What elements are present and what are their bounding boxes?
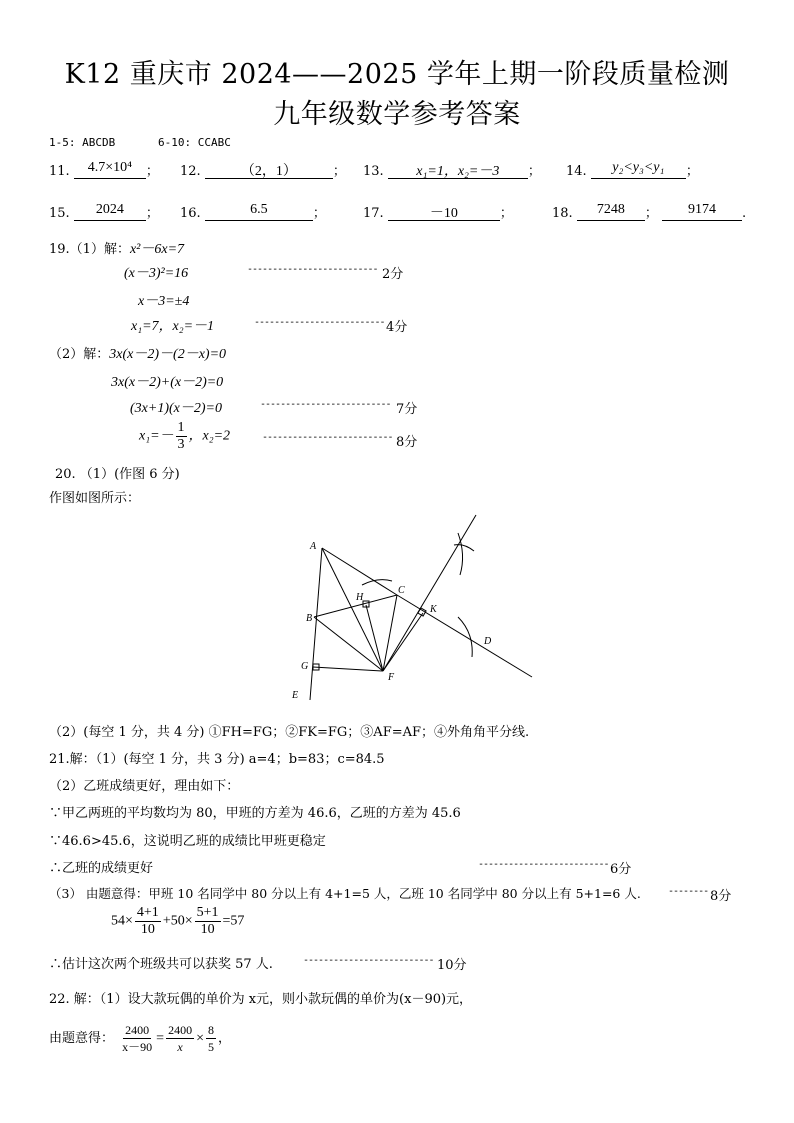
- q14-sep: ；: [685, 164, 699, 179]
- page-subtitle: 九年级数学参考答案: [273, 99, 521, 130]
- q21-score-6: 6分: [610, 862, 632, 877]
- q22-frac-3-den: 5: [207, 1040, 214, 1054]
- q21-dashes-3: --------------------------: [303, 955, 434, 966]
- q19-line7: (3x+1)(x－2)=0: [130, 401, 222, 416]
- q22-frac-2-num: 2400: [168, 1023, 193, 1037]
- q21-line5: ∴乙班的成绩更好: [49, 861, 154, 876]
- q22-eq: [49, 1022, 231, 1055]
- q14-number: 14.: [566, 164, 587, 179]
- q19-score-8: 8分: [396, 435, 418, 450]
- q19-dashes-2: --------------------------: [254, 317, 385, 328]
- q19-line1: x²－6x=7: [129, 242, 185, 257]
- q11-sep: ；: [145, 164, 159, 179]
- q21-score-10: 10分: [437, 958, 467, 973]
- q11-number: 11.: [49, 164, 70, 179]
- q20-desc: 作图如图所示：: [49, 491, 141, 506]
- q19-dashes-4: --------------------------: [262, 432, 393, 443]
- q22-times: ×: [196, 1031, 204, 1046]
- q16-number: 16.: [180, 206, 201, 221]
- q21-dashes-1: --------------------------: [478, 859, 609, 870]
- label-K: K: [430, 604, 437, 615]
- q20-head: 20. （1）(作图 6 分): [55, 467, 180, 482]
- q21-line2: （2）乙班成绩更好，理由如下：: [49, 779, 240, 794]
- q13-answer: x₁=1，x₂=－3: [388, 160, 528, 179]
- calc-frac-2: [195, 905, 221, 938]
- q22-frac-1-num: 2400: [125, 1023, 150, 1037]
- fill-q15: [49, 202, 159, 221]
- q22-frac-1: [120, 1022, 154, 1055]
- q18-answer-1: 7248: [577, 202, 645, 221]
- q19-line8-lhs: x₁=－: [139, 428, 174, 444]
- q15-answer: 2024: [74, 202, 146, 221]
- label-C: C: [398, 585, 405, 596]
- calc-frac-2-den: 10: [200, 922, 215, 937]
- choice-6-10: 6-10: CCABC: [158, 136, 231, 149]
- q22-frac-2-den: x: [177, 1040, 183, 1054]
- q22-end: ，: [217, 1031, 231, 1046]
- q15-sep: ；: [145, 206, 159, 221]
- fill-q14: [566, 160, 699, 179]
- q16-answer: 6.5: [205, 202, 313, 221]
- q21-line6: （3） 由题意得：甲班 10 名同学中 80 分以上有 4+1=5 人，乙班 10 名同学中 80 分以上有 5+1=6 人.: [49, 886, 641, 901]
- q22-frac-3: [206, 1022, 216, 1055]
- label-G: G: [301, 661, 309, 672]
- q15-number: 15.: [49, 206, 70, 221]
- q13-sep: ；: [527, 164, 541, 179]
- q11-answer: 4.7×10⁴: [74, 160, 146, 179]
- q22-frac-1-den: x－90: [122, 1040, 153, 1054]
- q21-line8: ∴估计这次两个班级共可以获奖 57 人.: [49, 957, 273, 972]
- q19-head: 19.（1）解：: [49, 242, 130, 257]
- calc-frac-2-num: 5+1: [196, 905, 219, 920]
- q19-score-7: 7分: [396, 402, 418, 417]
- calc-part-a: 54×: [111, 913, 133, 929]
- q21-line1: 21.解：（1）(每空 1 分，共 3 分) a=4；b=83；c=84.5: [49, 752, 385, 767]
- geometry-figure: [280, 505, 550, 710]
- q19-head2: （2）解：: [49, 347, 110, 362]
- fill-q12: [180, 160, 346, 179]
- q21-line4: ∵46.6>45.6，这说明乙班的成绩比甲班更稳定: [49, 834, 326, 849]
- label-F: F: [388, 672, 395, 683]
- calc-frac-1-num: 4+1: [136, 905, 159, 920]
- q19-part2: [49, 343, 226, 363]
- fill-q13: [363, 160, 541, 179]
- q19-line8: [139, 420, 230, 453]
- calc-part-c: =57: [222, 913, 245, 929]
- label-A: A: [310, 541, 317, 552]
- q18-sep: ；: [644, 206, 658, 221]
- q19-line5: 3x(x－2)－(2－x)=0: [109, 347, 227, 362]
- q19-frac-den: 3: [177, 437, 185, 452]
- q22-equals: =: [156, 1031, 165, 1046]
- q18-number: 18.: [552, 206, 573, 221]
- q19-line4: x₁=7，x₂=－1: [131, 319, 215, 334]
- fill-q17: [363, 202, 513, 221]
- q12-answer: （2，1）: [205, 160, 333, 179]
- label-D: D: [484, 636, 492, 647]
- fill-q18: [552, 202, 746, 221]
- q22-frac-2: [166, 1022, 194, 1055]
- q19-line6: 3x(x－2)+(x－2)=0: [111, 375, 224, 390]
- label-E: E: [292, 690, 299, 701]
- q14-answer: y₂<y₃<y₁: [591, 160, 686, 179]
- fill-q11: [49, 160, 159, 179]
- page-title: K12 重庆市 2024——2025 学年上期一阶段质量检测: [64, 59, 730, 90]
- q22-frac-3-num: 8: [207, 1023, 214, 1037]
- q19-dashes-3: --------------------------: [260, 399, 391, 410]
- q22-lead: 由题意得：: [49, 1031, 115, 1046]
- q19-line3: x－3=±4: [138, 294, 190, 309]
- q21-dashes-2: --------: [668, 886, 709, 897]
- q18-answer-2: 9174: [662, 202, 742, 221]
- choice-1-5: 1-5: ABCDB: [49, 136, 116, 149]
- q19-fraction: [176, 420, 187, 453]
- calc-part-b: +50×: [162, 913, 193, 929]
- q17-answer: －10: [388, 202, 500, 221]
- q18-end: .: [741, 206, 747, 221]
- q12-sep: ；: [332, 164, 346, 179]
- q19-part1: [49, 238, 184, 258]
- q17-number: 17.: [363, 206, 384, 221]
- q21-line3: ∵甲乙两班的平均数均为 80，甲班的方差为 46.6，乙班的方差为 45.6: [49, 806, 461, 821]
- q19-score-4: 4分: [386, 320, 408, 335]
- q20-part2: （2）(每空 1 分，共 4 分) ①FH=FG；②FK=FG；③AF=AF；④外角角平分线.: [49, 725, 530, 740]
- q19-line8-rhs: ，x₂=2: [188, 428, 231, 444]
- q16-sep: ；: [312, 206, 326, 221]
- q19-score-2: 2分: [382, 267, 404, 282]
- q19-line2: (x－3)²=16: [124, 266, 189, 281]
- calc-frac-1-den: 10: [140, 922, 155, 937]
- fill-q16: [180, 202, 326, 221]
- calc-frac-1: [135, 905, 161, 938]
- q19-dashes-1: --------------------------: [247, 264, 378, 275]
- q21-calc: [111, 905, 244, 938]
- q21-score-8: 8分: [710, 889, 732, 904]
- q13-number: 13.: [363, 164, 384, 179]
- q17-sep: ；: [499, 206, 513, 221]
- q19-frac-num: 1: [177, 420, 185, 435]
- q12-number: 12.: [180, 164, 201, 179]
- label-B: B: [306, 613, 313, 624]
- q22-line1: 22. 解：（1）设大款玩偶的单价为 x元，则小款玩偶的单价为(x－90)元，: [49, 992, 473, 1007]
- label-H: H: [356, 592, 364, 603]
